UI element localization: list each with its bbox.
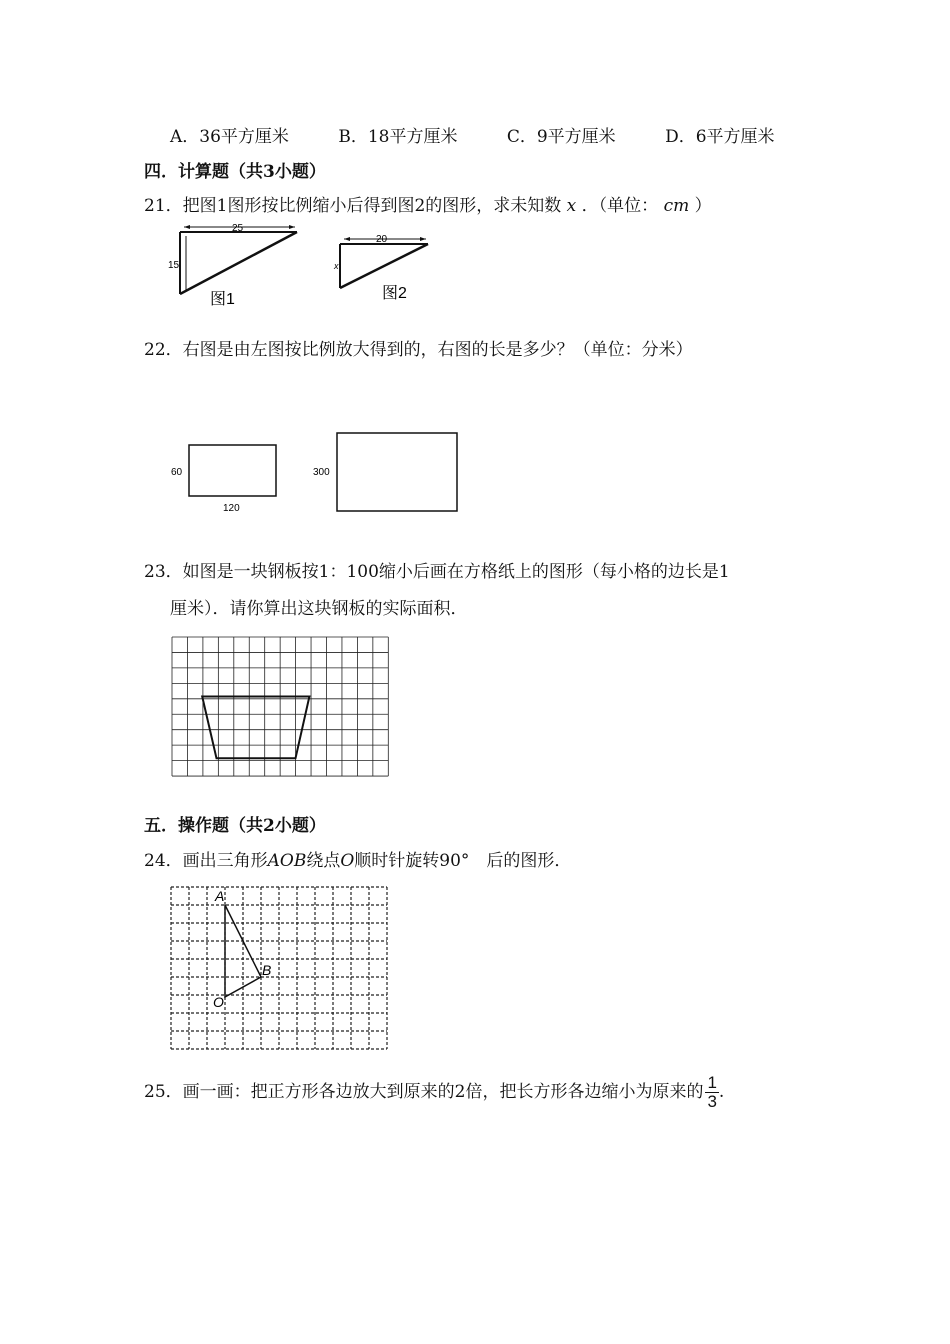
- q25-frac-num: 1: [707, 1073, 717, 1092]
- label-a: A: [215, 888, 225, 904]
- q24-mid: 绕点: [306, 851, 341, 871]
- option-d: D．6平方厘米: [665, 127, 775, 147]
- q21-var: x: [566, 196, 577, 216]
- q25-text: 25．画一画：把正方形各边放大到原来的2倍，把长方形各边缩小为原来的: [144, 1082, 704, 1102]
- option-b: B．18平方厘米: [338, 127, 458, 147]
- fig2-caption: 图2: [382, 285, 407, 302]
- q24-pt: O: [340, 851, 355, 871]
- q24-dashed-grid: [171, 887, 387, 1049]
- q21-text2: ．（单位：: [581, 196, 659, 216]
- q22-right-rect: [337, 433, 457, 511]
- q22-figures: [165, 425, 465, 520]
- label-b: B: [262, 962, 272, 978]
- q24-post: 顺时针旋转90° 后的图形．: [354, 851, 572, 871]
- fig1-triangle: [180, 225, 297, 294]
- q25-frac-den: 3: [707, 1092, 717, 1111]
- q22-left-width: 120: [223, 503, 240, 514]
- q20-options: [170, 126, 819, 148]
- q23-grid-figure: [165, 630, 395, 780]
- q23-line2: 厘米）．请你算出这块钢板的实际面积．: [170, 599, 468, 619]
- q24-tri: AOB: [267, 851, 307, 871]
- q23-line1: 23．如图是一块钢板按1：100缩小后画在方格纸上的图形（每小格的边长是1: [144, 562, 730, 582]
- fig1-side-label: 15: [168, 260, 180, 271]
- q22-right-height: 300: [313, 467, 330, 478]
- q25-end: .: [718, 1082, 725, 1102]
- q21-text3: ）: [694, 196, 712, 216]
- q22-left-height: 60: [171, 467, 183, 478]
- q24-question: [144, 850, 571, 872]
- section-4-heading: 四．计算题（共3小题）: [144, 162, 326, 182]
- q21-text: 21．把图1图形按比例缩小后得到图2的图形，求未知数: [144, 196, 562, 216]
- q21-question: [144, 195, 712, 217]
- fig2-side-label: x: [334, 261, 339, 271]
- q22-question: 22．右图是由左图按比例放大得到的，右图的长是多少？（单位：分米）: [144, 340, 693, 360]
- q21-figures: [160, 222, 460, 312]
- option-c: C．9平方厘米: [506, 127, 616, 147]
- q25-fraction: [705, 1074, 718, 1111]
- fig1-caption: 图1: [210, 291, 235, 308]
- q21-unit: cm: [663, 196, 690, 216]
- q22-left-rect: [189, 445, 276, 496]
- section-5-heading: 五．操作题（共2小题）: [144, 816, 326, 836]
- option-a: A．36平方厘米: [170, 127, 289, 147]
- fig1-top-label: 25: [232, 223, 244, 234]
- fig2-top-label: 20: [376, 234, 388, 245]
- q25-question: [144, 1074, 724, 1111]
- label-o: O: [213, 994, 224, 1010]
- q24-pre: 24．画出三角形: [144, 851, 268, 871]
- q24-grid-figure: [165, 883, 395, 1058]
